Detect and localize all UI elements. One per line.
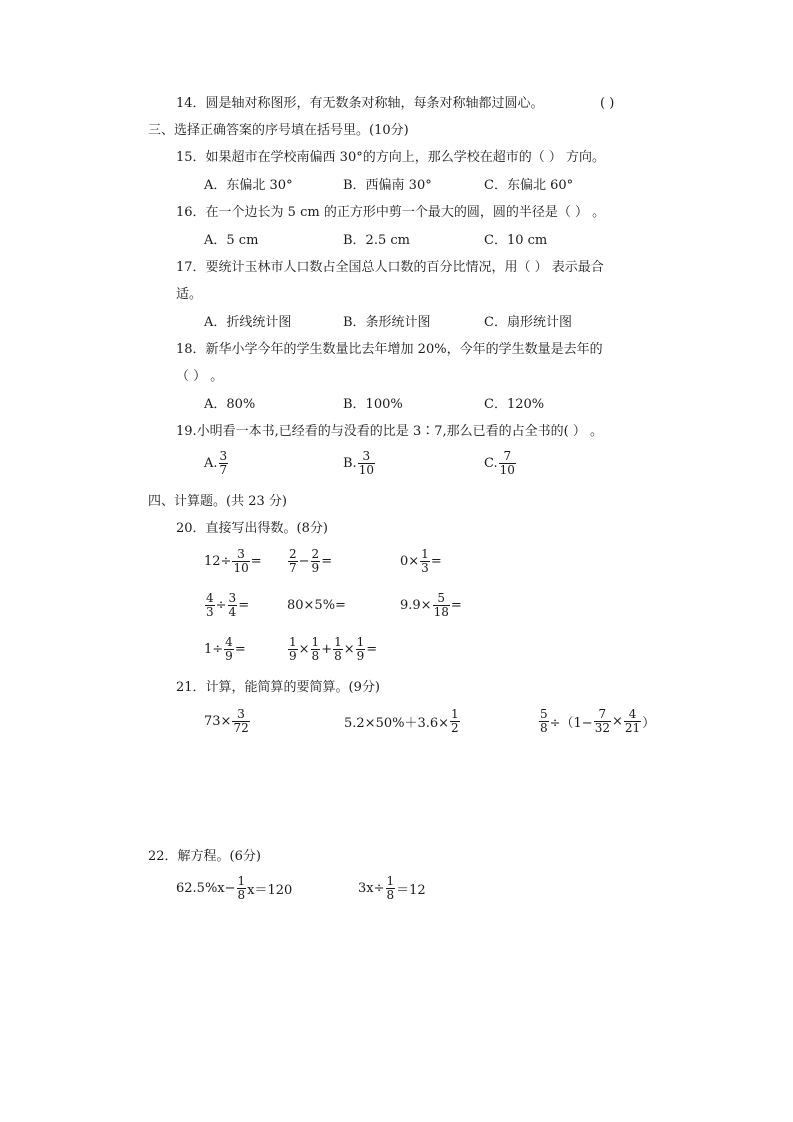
- option-15-a: A．东偏北 30°: [204, 178, 293, 193]
- equals: =: [450, 598, 462, 613]
- expr-part: 0×: [400, 554, 420, 569]
- section-4-title: 四、计算题。(共 23 分): [148, 494, 287, 509]
- expr-part: 73×: [204, 714, 232, 729]
- operator: −: [298, 554, 310, 569]
- question-20-title: 20．直接写出得数。(8分): [176, 521, 328, 536]
- denominator: 3: [421, 561, 429, 575]
- option-17-b: B．条形统计图: [343, 315, 431, 330]
- option-15-c: C．东偏北 60°: [484, 178, 574, 193]
- fraction: [237, 875, 247, 902]
- numerator: 5: [540, 707, 548, 721]
- fraction: [224, 636, 234, 663]
- operator: ×: [298, 642, 310, 657]
- expr-20-7: [204, 636, 246, 663]
- denominator: 9: [289, 649, 297, 663]
- expr-part: ＝12: [396, 883, 426, 898]
- denominator: 8: [540, 721, 548, 735]
- expr-20-1: [204, 548, 262, 575]
- expr-part: 3x÷: [358, 881, 385, 896]
- option-15-b: B．西偏南 30°: [343, 178, 432, 193]
- numerator: 4: [225, 635, 233, 649]
- question-19: 19.小明看一本书,已经看的与没看的比是 3∶7,那么已看的占全书的( ） 。: [176, 424, 603, 439]
- numerator: 1: [311, 635, 320, 649]
- operator: +: [321, 642, 333, 657]
- expr-part: 12÷: [204, 554, 232, 569]
- fraction: [232, 548, 249, 575]
- numerator: 3: [237, 547, 245, 561]
- option-19-b: [343, 450, 376, 477]
- denominator: 32: [594, 721, 610, 735]
- numerator: 2: [311, 547, 320, 561]
- expr-21-2: [344, 708, 461, 735]
- denominator: 9: [311, 561, 320, 575]
- fraction: [499, 450, 516, 477]
- numerator: 1: [334, 635, 342, 649]
- equals: =: [234, 642, 246, 657]
- option-19-a: [204, 450, 229, 477]
- option-18-c: C．120%: [484, 397, 545, 412]
- denominator: 8: [311, 649, 320, 663]
- question-22-title: 22．解方程。(6分): [148, 849, 261, 864]
- question-16: 16．在一个边长为 5 cm 的正方形中剪一个最大的圆，圆的半径是（ ） 。: [176, 205, 606, 220]
- option-17-c: C．扇形统计图: [484, 315, 572, 330]
- fraction: [333, 636, 343, 663]
- denominator: 10: [233, 561, 249, 575]
- option-18-b: B．100%: [343, 397, 403, 412]
- denominator: 9: [225, 649, 233, 663]
- expr-20-4: [204, 592, 249, 619]
- fraction: [311, 548, 321, 575]
- denominator: 9: [356, 649, 365, 663]
- numerator: 3: [237, 707, 245, 721]
- question-18-cont: （ ） 。: [176, 369, 224, 384]
- expr-20-8: [287, 636, 377, 663]
- expr-part: x＝120: [247, 883, 293, 898]
- option-17-a: A．折线统计图: [204, 315, 292, 330]
- numerator: 4: [206, 591, 214, 605]
- equation-22-1: [176, 875, 292, 902]
- expr-20-2: [287, 548, 332, 575]
- option-16-a: A．5 cm: [204, 233, 259, 248]
- numerator: 7: [598, 707, 607, 721]
- expr-21-3: [538, 708, 655, 735]
- numerator: 3: [362, 449, 371, 463]
- option-label: B.: [343, 456, 357, 471]
- denominator: 4: [228, 605, 237, 619]
- operator: ×: [611, 714, 623, 729]
- fraction: [420, 548, 430, 575]
- denominator: 10: [358, 463, 374, 477]
- denominator: 8: [334, 649, 342, 663]
- fraction: [450, 708, 460, 735]
- expr-20-5: 80×5%=: [287, 598, 346, 613]
- expr-part: ÷（1−: [549, 716, 593, 731]
- fraction: [288, 636, 298, 663]
- expr-part: 5.2×50%＋3.6×: [344, 716, 450, 731]
- option-19-c: [484, 450, 517, 477]
- expr-part: 62.5%x−: [176, 881, 236, 896]
- equals: =: [321, 554, 333, 569]
- numerator: 1: [356, 635, 365, 649]
- option-16-c: C．10 cm: [484, 233, 548, 248]
- expr-20-6: [400, 592, 462, 619]
- fraction: [288, 548, 298, 575]
- expr-part: ）: [642, 716, 656, 731]
- equals: =: [366, 642, 378, 657]
- numerator: 1: [421, 547, 429, 561]
- denominator: 7: [219, 463, 228, 477]
- fraction: [433, 592, 450, 619]
- option-label: A.: [204, 456, 218, 471]
- denominator: 2: [451, 721, 459, 735]
- question-14: 14．圆是轴对称图形，有无数条对称轴，每条对称轴都过圆心。: [176, 96, 544, 111]
- fraction: [228, 592, 238, 619]
- denominator: 7: [289, 561, 297, 575]
- equals: =: [238, 598, 250, 613]
- fraction: [205, 592, 215, 619]
- numerator: 5: [437, 591, 446, 605]
- expr-21-1: [204, 708, 251, 735]
- denominator: 3: [206, 605, 214, 619]
- numerator: 1: [289, 635, 297, 649]
- denominator: 8: [237, 888, 246, 902]
- operator: ÷: [215, 598, 227, 613]
- equation-22-2: [358, 875, 426, 902]
- numerator: 2: [289, 547, 297, 561]
- denominator: 72: [233, 721, 249, 735]
- expr-part: 9.9×: [400, 598, 432, 613]
- expr-part: 1÷: [204, 642, 224, 657]
- option-16-b: B．2.5 cm: [343, 233, 410, 248]
- option-label: C.: [484, 456, 498, 471]
- question-17: 17．要统计玉林市人口数占全国总人口数的百分比情况，用（ ） 表示最合: [176, 260, 604, 275]
- denominator: 10: [499, 463, 515, 477]
- section-3-title: 三、选择正确答案的序号填在括号里。(10分): [148, 123, 409, 138]
- question-18: 18．新华小学今年的学生数量比去年增加 20%，今年的学生数量是去年的: [176, 342, 603, 357]
- fraction: [356, 636, 366, 663]
- expr-20-3: [400, 548, 442, 575]
- denominator: 18: [433, 605, 449, 619]
- operator: ×: [343, 642, 355, 657]
- fraction: [624, 708, 641, 735]
- numerator: 1: [451, 707, 459, 721]
- fraction: [219, 450, 229, 477]
- fraction: [594, 708, 611, 735]
- numerator: 1: [386, 874, 395, 888]
- numerator: 1: [237, 874, 246, 888]
- fraction: [311, 636, 321, 663]
- fraction: [232, 708, 249, 735]
- numerator: 3: [219, 449, 228, 463]
- fraction: [539, 708, 549, 735]
- option-18-a: A．80%: [204, 397, 256, 412]
- denominator: 8: [386, 888, 395, 902]
- denominator: 21: [624, 721, 641, 735]
- numerator: 7: [503, 449, 512, 463]
- question-17-cont: 适。: [176, 287, 203, 302]
- numerator: 3: [228, 591, 237, 605]
- equals: =: [250, 554, 262, 569]
- fraction: [358, 450, 375, 477]
- numerator: 4: [628, 707, 637, 721]
- fraction: [386, 875, 396, 902]
- question-15: 15．如果超市在学校南偏西 30°的方向上，那么学校在超市的（ ） 方向。: [176, 150, 605, 165]
- answer-blank-14: ( ): [600, 96, 615, 111]
- equals: =: [430, 554, 442, 569]
- question-21-title: 21．计算，能简算的要简算。(9分): [176, 680, 380, 695]
